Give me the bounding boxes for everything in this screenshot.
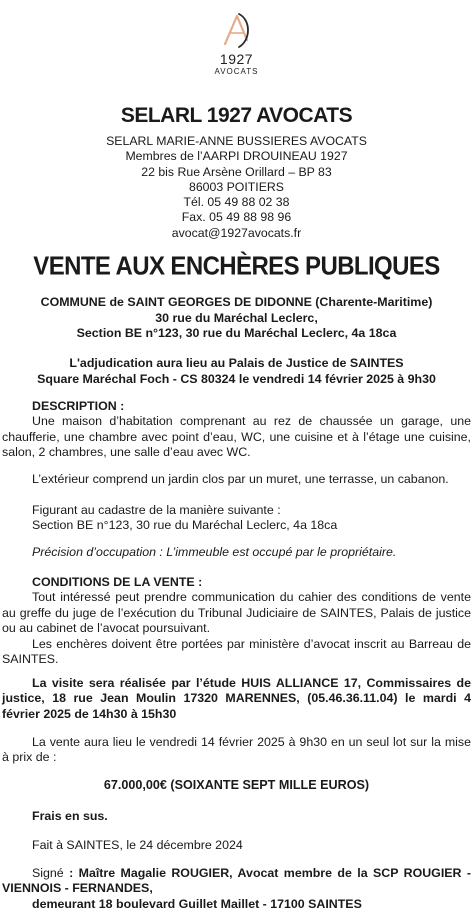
contact-phone: Tél. 05 49 88 02 38 [183, 195, 290, 210]
firm-logo [0, 10, 473, 76]
sale-date-section [2, 735, 471, 766]
cadastre-reference: Section BE n°123, 30 rue du Maréchal Leclerc, 4a 18ca [32, 518, 338, 533]
conditions-section [2, 575, 471, 667]
signer-address: demeurant 18 boulevard Guillet Maillet - 17100 SAINTES [32, 896, 362, 911]
contact-fax: Fax. 05 49 88 98 96 [181, 210, 292, 225]
conditions-heading: CONDITIONS DE LA VENTE : [32, 575, 203, 589]
contact-email: avocat@1927avocats.fr [171, 225, 302, 240]
exterior-text: L’extérieur comprend un jardin clos par un muret, une terrasse, un cabanon. [32, 472, 449, 486]
visit-text: La visite sera réalisée par l’étude HUIS ALLIANCE 17, Commissaires de justice, 18 rue Jean Moulin 17320 MARENNES, (05.46.36.11.04) le mardi 4 février 2025 de 14h30 à 15h30 [2, 676, 471, 721]
description-section [2, 399, 471, 461]
commune-line: COMMUNE de SAINT GEORGES DE DIDONNE (Charente-Maritime) [40, 295, 433, 309]
cadastre-section [2, 503, 471, 534]
contact-line: Membres de l’AARPI DROUINEAU 1927 [125, 149, 348, 164]
contact-line: 22 bis Rue Arsène Orillard – BP 83 [141, 164, 332, 179]
signature-section [2, 866, 471, 912]
adjudication-block [0, 356, 473, 387]
done-at-text: Fait à SAINTES, le 24 décembre 2024 [32, 838, 243, 852]
commune-line: 30 rue du Maréchal Leclerc, [155, 310, 318, 325]
contact-block [0, 134, 473, 241]
commune-block [0, 295, 473, 342]
visit-section [2, 676, 471, 722]
conditions-bar-text: Les enchères doivent être portées par ministère d’avocat inscrit au Barreau de SAINTES. [2, 636, 471, 667]
sale-date-text: La vente aura lieu le vendredi 14 février 2025 à 9h30 en un seul lot sur la mise à prix de : [2, 735, 471, 765]
fees-section [2, 809, 471, 824]
adjudication-line: L'adjudication aura lieu au Palais de Justice de SAINTES [69, 356, 404, 370]
starting-price: 67.000,00€ (SOIXANTE SEPT MILLE EUROS) [103, 778, 370, 792]
done-at-section [2, 838, 471, 853]
fees-text: Frais en sus. [32, 809, 108, 823]
cadastre-intro: Figurant au cadastre de la manière suivante : [32, 503, 281, 517]
conditions-text: Tout intéressé peut prendre communication du cahier des conditions de vente au greffe du juge de l’exécution du Tribunal Judiciaire de SAINTES, Palais de justice ou au cabinet de l’avocat poursuivant. [2, 590, 471, 636]
adjudication-line: Square Maréchal Foch - CS 80324 le vendredi 14 février 2025 à 9h30 [37, 371, 436, 386]
description-heading: DESCRIPTION : [32, 399, 125, 413]
occupation-section [2, 545, 471, 560]
commune-line: Section BE n°123, 30 rue du Maréchal Leclerc, 4a 18ca [76, 326, 397, 340]
logo-year: 1927 [219, 51, 254, 67]
logo-subtitle: AVOCATS [214, 67, 259, 76]
signed-prefix: Signé [32, 866, 64, 880]
logo-emblem-icon [217, 10, 257, 50]
sale-title: VENTE AUX ENCHÈRES PUBLIQUES [33, 252, 440, 281]
occupation-text: Précision d’occupation : L’immeuble est occupé par le propriétaire. [32, 545, 397, 559]
contact-line: SELARL MARIE-ANNE BUSSIERES AVOCATS [106, 134, 367, 148]
signed-by: : Maître Magalie ROUGIER, Avocat membre de la SCP ROUGIER - VIENNOIS - FERNANDES, [2, 866, 471, 896]
exterior-section [2, 472, 471, 487]
contact-line: 86003 POITIERS [188, 179, 284, 194]
description-text: Une maison d’habitation comprenant au rez de chaussée un garage, une chaufferie, une chambre avec point d’eau, WC, une cuisine et à l’étage une cuisine, salon, 2 chambres, une salle d’eau avec WC. [2, 414, 471, 460]
firm-title: SELARL 1927 AVOCATS [120, 104, 353, 127]
